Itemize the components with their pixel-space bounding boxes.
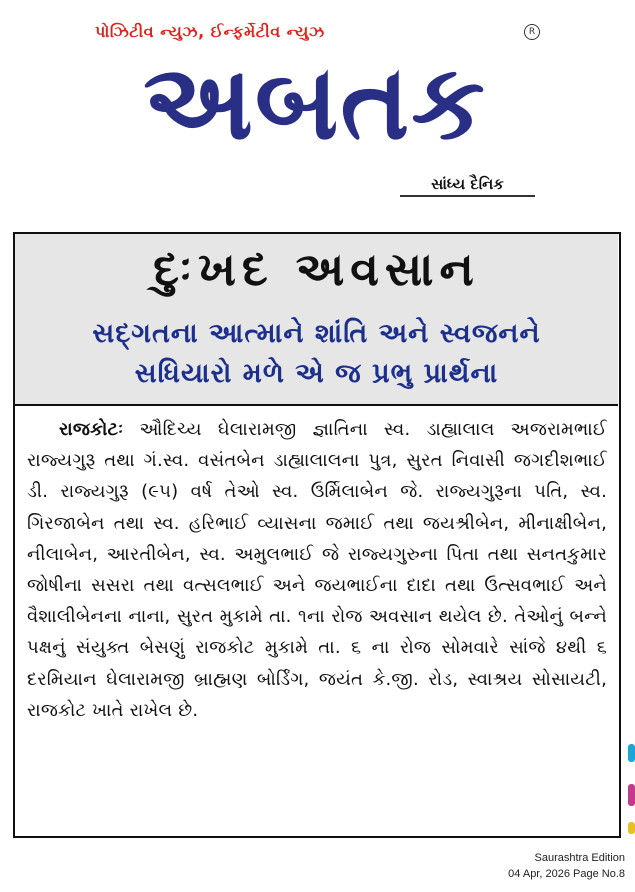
edition-info (508, 850, 625, 882)
page-edge-marks (626, 744, 635, 844)
obituary-box (13, 232, 621, 838)
edition-type: સાંધ્ય દૈનિક (400, 175, 535, 197)
headline: દુઃખદ અવસાન (153, 242, 480, 296)
article-body-text: ઔદિચ્ય ઘેલારામજી જ્ઞાતિના સ્વ. ડાહ્યાલાલ અજરામભાઈ રાજ્યગુરૂ તથા ગં.સ્વ. વસંતબેન ડાહ્યાલાલના પુત્ર, સુરત નિવાસી જગદીશભાઈ ડી. રાજ્યગુરૂ (૯૫) વર્ષ તેઓ સ્વ. ઉર્મિલાબેન જે. રાજ્યગુરૂના પતિ, સ્વ. ગિરજાબેન તથા સ્વ. હરિભાઈ વ્યાસના જમાઈ તથા જયશ્રીબેન, મીનાક્ષીબેન, નીલાબેન, આરતીબેન, સ્વ. અમુલભાઈ જે રાજ્યગુરુના પિતા તથા સનતકુમાર જોષીના સસરા તથા વત્સલભાઈ અને જયભાઈના દાદા તથા ઉત્સવભાઈ અને વૈશાલીબેનના નાના, સુરત મુકામે તા. ૧ના રોજ અવસાન થયેલ છે. તેઓનું બન્ને પક્ષનું સંયુક્ત બેસણું રાજકોટ મુકામે તા. ૬ ના રોજ સોમવારે સાંજે ૪થી ૬ દરમિયાન ઘેલારામજી બ્રાહ્મણ બોર્ડિંગ, જયંત કે.જી. રોડ, સ્વાશ્રય સોસાયટી, રાજકોટ ખાતે રાખેલ છે. (27, 419, 608, 721)
tagline: પોઝિટીવ ન્યુઝ, ઈન્ફર્મેટીવ ન્યુઝ (95, 22, 325, 41)
subhead-line-2: સધિયારો મળે એ જ પ્રભુ પ્રાર્થના (134, 358, 499, 389)
article-body (27, 414, 607, 726)
date-page: 04 Apr, 2026 Page No.8 (508, 868, 625, 880)
registered-mark-icon: R (524, 24, 540, 40)
headline-block (15, 234, 618, 406)
dateline-city: રાજકોટઃ (59, 419, 124, 440)
subhead-line-1: સદ્ગતના આત્માને શાંતિ અને સ્વજનને (92, 318, 541, 349)
logo: અબતક (143, 41, 487, 163)
edition-name: Saurashtra Edition (534, 852, 625, 864)
masthead (0, 0, 635, 210)
